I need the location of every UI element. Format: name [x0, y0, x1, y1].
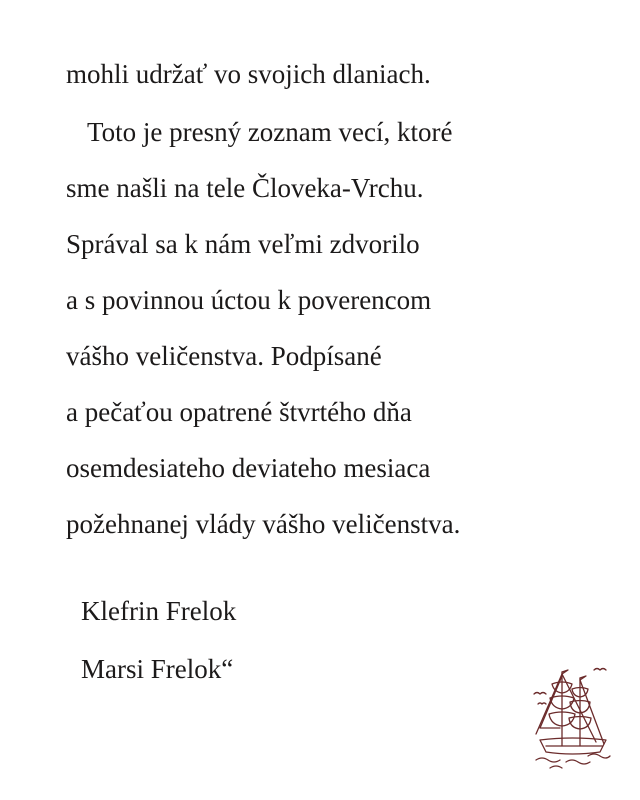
text-line: mohli udržať vo svojich dlaniach. [66, 59, 431, 89]
text-line: osemdesiateho deviateho mesiaca [66, 453, 431, 483]
signature-line: Klefrin Frelok [81, 596, 237, 626]
signature-line: Marsi Frelok“ [81, 654, 234, 684]
text-line: Toto je presný zoznam vecí, ktoré [87, 117, 453, 147]
text-line: požehnanej vlády vášho veličenstva. [66, 509, 461, 539]
text-line: a s povinnou úctou k poverencom [66, 285, 432, 315]
text-line: sme našli na tele Človeka-Vrchu. [66, 173, 424, 203]
text-line: vášho veličenstva. Podpísané [66, 341, 382, 371]
text-line: Správal sa k nám veľmi zdvorilo [66, 229, 420, 259]
text-line: a pečaťou opatrené štvrtého dňa [66, 397, 412, 427]
sailing-ship-icon [532, 662, 612, 774]
